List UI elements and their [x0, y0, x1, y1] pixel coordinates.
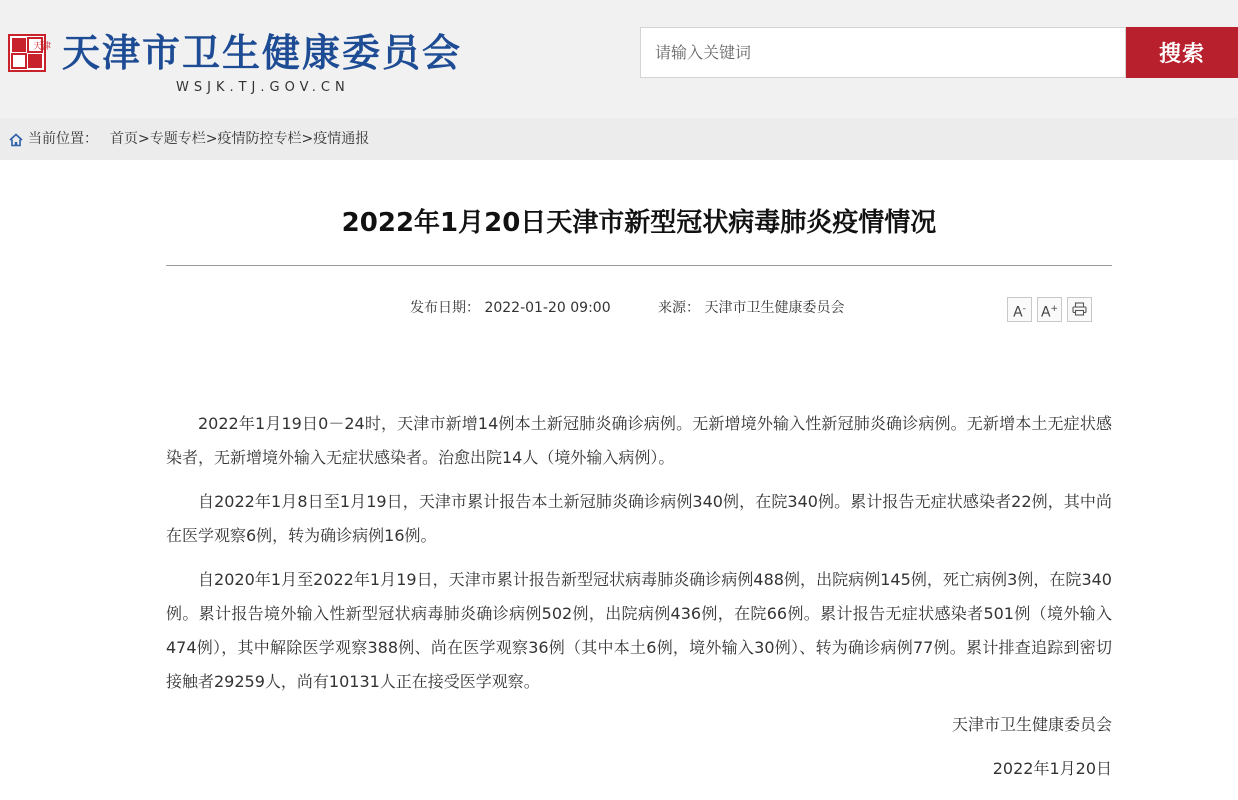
- font-decrease-button[interactable]: [1007, 297, 1032, 322]
- source-value: 天津市卫生健康委员会: [704, 300, 845, 316]
- breadcrumb-label: 当前位置：: [28, 131, 98, 147]
- breadcrumb-separator: >: [301, 131, 314, 147]
- source-label: 来源：: [658, 300, 700, 316]
- breadcrumb-topics[interactable]: 专题专栏: [149, 131, 206, 147]
- site-emblem-icon: [8, 34, 52, 72]
- publish-date-label: 发布日期：: [410, 300, 480, 316]
- font-large-glyph: A: [1040, 304, 1051, 321]
- font-small-glyph: A: [1013, 304, 1023, 321]
- signature-org: 天津市卫生健康委员会: [951, 715, 1112, 734]
- breadcrumb-epidemic-column[interactable]: 疫情防控专栏: [217, 131, 302, 147]
- emblem-text: 天津: [33, 42, 52, 52]
- breadcrumb-bulletin[interactable]: 疫情通报: [313, 131, 370, 147]
- search-input[interactable]: [640, 27, 1126, 78]
- article-paragraph: 自2022年1月8日至1月19日，天津市累计报告本土新冠肺炎确诊病例340例，在院340例。累计报告无症状感染者22例，其中尚在医学观察6例，转为确诊病例16例。: [166, 492, 1112, 545]
- font-increase-button[interactable]: [1037, 297, 1062, 322]
- article-source: [658, 298, 844, 318]
- title-divider: [166, 265, 1112, 266]
- site-title[interactable]: 天津市卫生健康委员会: [62, 31, 463, 75]
- article-title: 2022年1月20日天津市新型冠状病毒肺炎疫情情况: [341, 208, 937, 238]
- site-domain: WSJK.TJ.GOV.CN: [176, 80, 350, 95]
- breadcrumb: [28, 130, 369, 148]
- print-button[interactable]: [1067, 297, 1092, 322]
- search-button[interactable]: 搜索: [1126, 27, 1238, 78]
- font-large-sign: +: [1050, 304, 1059, 314]
- signature-date: 2022年1月20日: [992, 759, 1112, 778]
- article-paragraph: 2022年1月19日0－24时，天津市新增14例本土新冠肺炎确诊病例。无新增境外输入性新冠肺炎确诊病例。无新增本土无症状感染者，无新增境外输入无症状感染者。治愈出院14人（境外输入病例）。: [166, 414, 1112, 467]
- breadcrumb-separator: >: [205, 131, 218, 147]
- breadcrumb-home[interactable]: 首页: [110, 131, 138, 147]
- breadcrumb-separator: >: [138, 131, 150, 147]
- font-small-sign: -: [1022, 304, 1026, 314]
- printer-icon: [1072, 302, 1087, 316]
- publish-date: [410, 298, 611, 318]
- article-paragraph: 自2020年1月至2022年1月19日，天津市累计报告新型冠状病毒肺炎确诊病例488例，出院病例145例，死亡病例3例，在院340例。累计报告境外输入性新型冠状病毒肺炎确诊病例502例，出院病例436例，在院66例。累计报告无症状感染者501例（境外输入474例），其中解除医学观察388例、尚在医学观察36例（其中本土6例，境外输入30例）、转为确诊病例77例。累计排查追踪到密切接触者29259人，尚有10131人正在接受医学观察。: [166, 570, 1112, 691]
- publish-date-value: 2022-01-20 09:00: [484, 300, 611, 316]
- home-icon: [9, 133, 23, 147]
